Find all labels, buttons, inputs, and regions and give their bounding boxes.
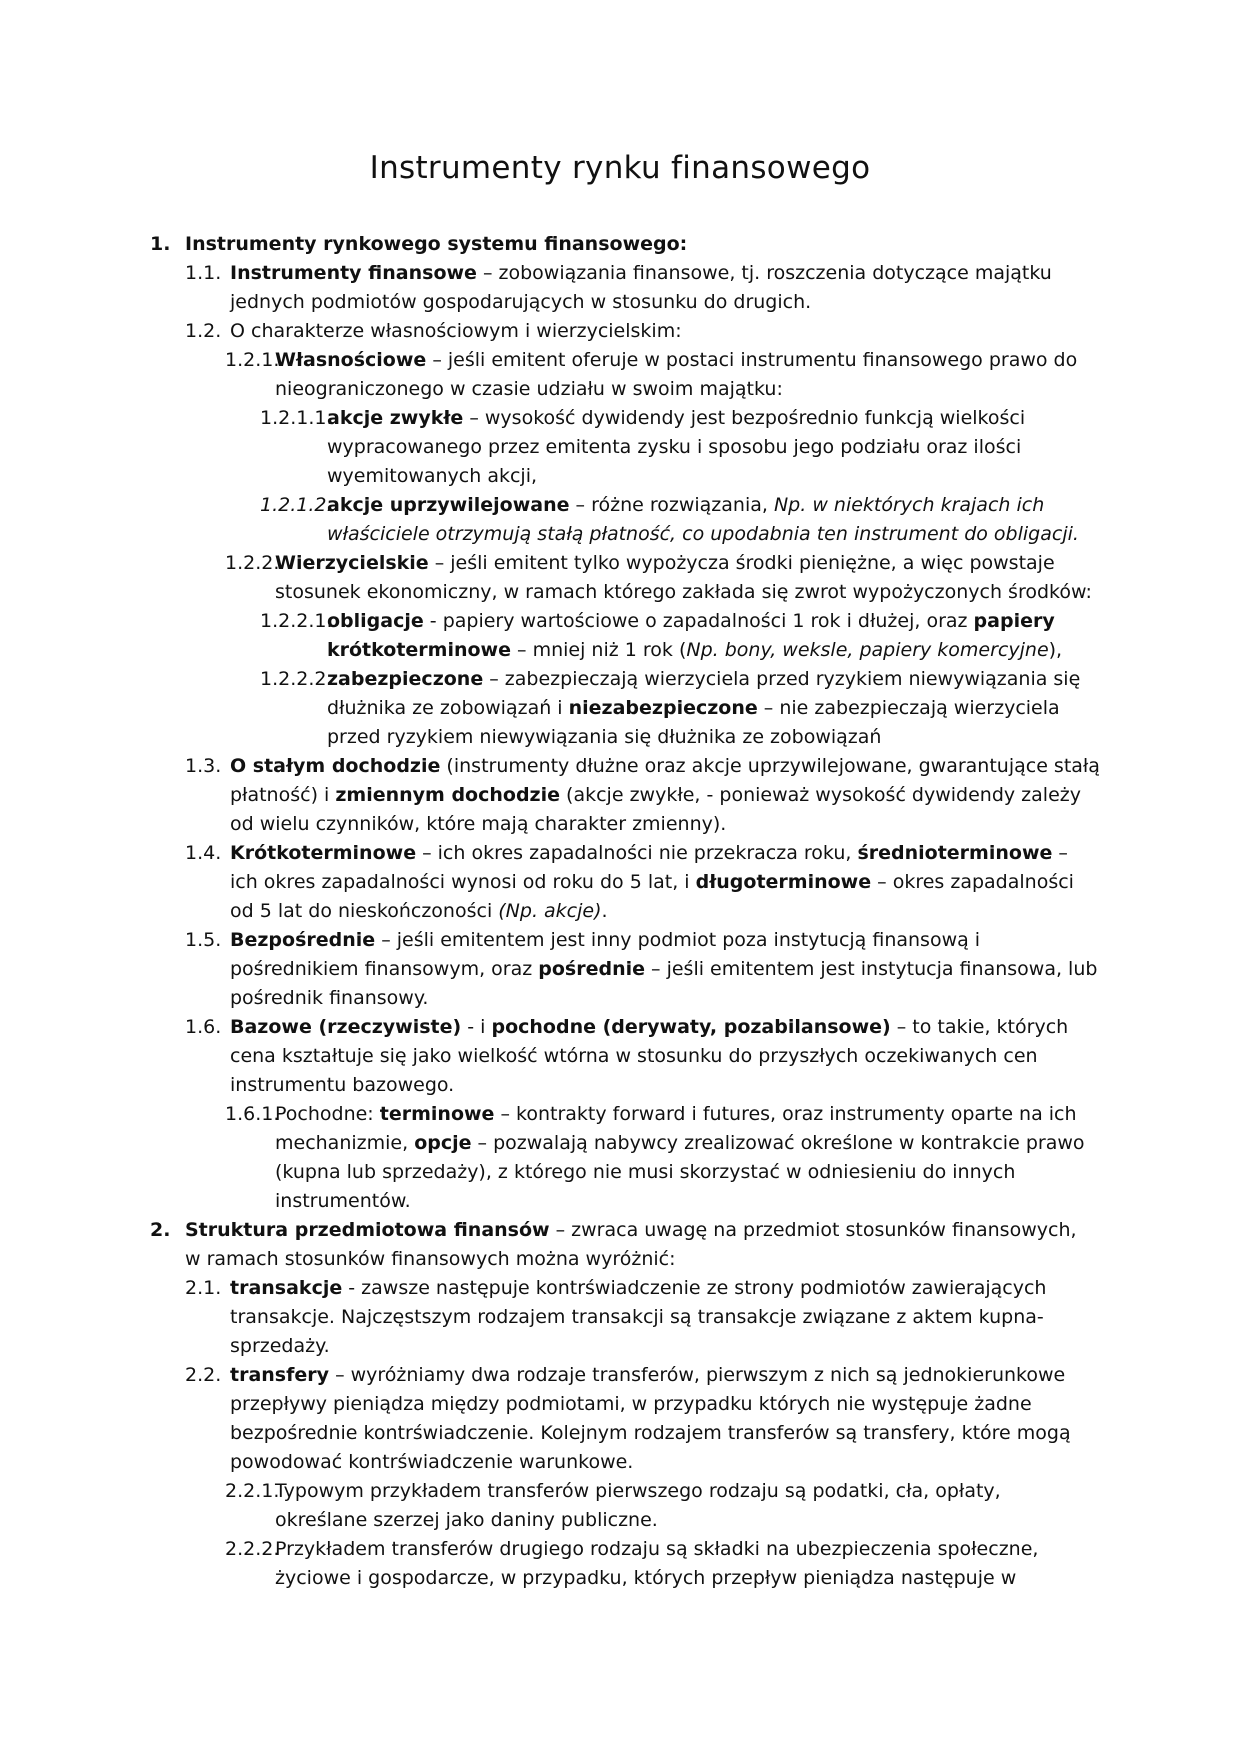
item-text: akcje uprzywilejowane – różne rozwiązania, Np. w niektórych krajach ich właściciele otrzymują stałą płatność, co upodabnia ten instrument do obligacji. [327, 494, 1079, 545]
item-text: zabezpieczone – zabezpieczają wierzyciela przed ryzykiem niewywiązania się dłużnika ze zobowiązań i niezabezpieczone – nie zabezpieczają wierzyciela przed ryzykiem niewywiązania się dłużnika ze zobowiązań [327, 668, 1081, 748]
outline-item-2-2-2 [225, 1535, 1095, 1593]
item-text: Pochodne: terminowe – kontrakty forward i futures, oraz instrumenty oparte na ich mechanizmie, opcje – pozwalają nabywcy zrealizować określone w kontrakcie prawo (kupna lub sprzedaży), z którego nie musi skorzystać w odniesieniu do innych instrumentów. [275, 1103, 1085, 1212]
item-number: 1.6. [185, 1016, 222, 1038]
item-text: Bazowe (rzeczywiste) - i pochodne (derywaty, pozabilansowe) – to takie, których cena kształtuje się jako wielkość wtórna w stosunku do przyszłych oczekiwanych cen instrumentu bazowego. [230, 1016, 1069, 1096]
item-number: 2. [150, 1219, 171, 1241]
item-text: transakcje - zawsze następuje kontrświadczenie ze strony podmiotów zawierających transakcje. Najczęstszym rodzajem transakcji są transakcje związane z aktem kupna-sprzedaży. [230, 1277, 1047, 1357]
outline-item-1-4 [185, 839, 1100, 926]
outline-item-1 [150, 230, 1085, 259]
outline-item-1-1 [185, 259, 1100, 317]
outline-item-1-2-2-1 [260, 607, 1097, 665]
item-text: Przykładem transferów drugiego rodzaju są składki na ubezpieczenia społeczne, życiowe i gospodarcze, w przypadku, których przepływ pieniądza następuje w [275, 1538, 1039, 1589]
item-text: Instrumenty rynkowego systemu finansowego: [185, 233, 688, 255]
item-number: 2.2.2. [225, 1538, 280, 1560]
outline-item-1-2 [185, 317, 1100, 346]
outline-item-1-2-2 [225, 549, 1095, 607]
outline-item-2 [150, 1216, 1085, 1274]
item-text: Bezpośrednie – jeśli emitentem jest inny podmiot poza instytucją finansową i pośrednikiem finansowym, oraz pośrednie – jeśli emitentem jest instytucja finansowa, lub pośrednik finansowy. [230, 929, 1098, 1009]
item-number: 2.2. [185, 1364, 222, 1386]
outline-item-1-6 [185, 1013, 1100, 1100]
item-text: O stałym dochodzie (instrumenty dłużne oraz akcje uprzywilejowane, gwarantujące stałą płatność) i zmiennym dochodzie (akcje zwykłe, - ponieważ wysokość dywidendy zależy od wielu czynników, które mają charakter zmienny). [230, 755, 1100, 835]
outline-item-2-1 [185, 1274, 1100, 1361]
item-text: Własnościowe – jeśli emitent oferuje w postaci instrumentu finansowego prawo do nieograniczonego w czasie udziału w swoim majątku: [275, 349, 1078, 400]
item-number: 1.2. [185, 320, 222, 342]
item-text: Instrumenty finansowe – zobowiązania finansowe, tj. roszczenia dotyczące majątku jednych podmiotów gospodarujących w stosunku do drugich. [230, 262, 1052, 313]
outline-item-1-2-2-2 [260, 665, 1097, 752]
outline-item-1-2-1-1 [260, 404, 1097, 491]
item-number: 1.2.1.1. [260, 407, 333, 429]
item-number: 1.5. [185, 929, 222, 951]
item-text: akcje zwykłe – wysokość dywidendy jest bezpośrednio funkcją wielkości wypracowanego przez emitenta zysku i sposobu jego podziału oraz ilości wyemitowanych akcji, [327, 407, 1026, 487]
item-number: 1.1. [185, 262, 222, 284]
item-number: 1.4. [185, 842, 222, 864]
outline-item-1-6-1 [225, 1100, 1095, 1216]
item-number: 1.2.1.2. [260, 494, 333, 516]
item-text: Struktura przedmiotowa finansów – zwraca uwagę na przedmiot stosunków finansowych, w ramach stosunków finansowych można wyróżnić: [185, 1219, 1077, 1270]
item-text: Krótkoterminowe – ich okres zapadalności nie przekracza roku, średnioterminowe – ich okres zapadalności wynosi od roku do 5 lat, i długoterminowe – okres zapadalności od 5 lat do nieskończoności (Np. akcje). [230, 842, 1074, 922]
item-number: 1.2.2. [225, 552, 280, 574]
outline-item-1-2-1-2 [260, 491, 1097, 549]
item-text: transfery – wyróżniamy dwa rodzaje transferów, pierwszym z nich są jednokierunkowe przepływy pieniądza między podmiotami, w przypadku których nie występuje żadne bezpośrednie kontrświadczenie. Kolejnym rodzajem transferów są transfery, które mogą powodować kontrświadczenie warunkowe. [230, 1364, 1071, 1473]
item-text: O charakterze własnościowym i wierzycielskim: [230, 320, 682, 342]
outline-item-1-2-1 [225, 346, 1095, 404]
outline-item-2-2 [185, 1361, 1100, 1477]
item-number: 1.3. [185, 755, 222, 777]
item-text: obligacje - papiery wartościowe o zapadalności 1 rok i dłużej, oraz papiery krótkoterminowe – mniej niż 1 rok (Np. bony, weksle, papiery komercyjne), [327, 610, 1063, 661]
outline-item-2-2-1 [225, 1477, 1095, 1535]
outline-item-1-5 [185, 926, 1100, 1013]
item-number: 1.2.1. [225, 349, 280, 371]
item-number: 1.2.2.2. [260, 668, 333, 690]
item-number: 1. [150, 233, 171, 255]
page-title: Instrumenty rynku finansowego [369, 150, 871, 186]
item-number: 1.6.1. [225, 1103, 280, 1125]
item-number: 1.2.2.1. [260, 610, 333, 632]
item-text: Wierzycielskie – jeśli emitent tylko wypożycza środki pieniężne, a więc powstaje stosunek ekonomiczny, w ramach którego zakłada się zwrot wypożyczonych środków: [275, 552, 1092, 603]
item-text: Typowym przykładem transferów pierwszego rodzaju są podatki, cła, opłaty, określane szerzej jako daniny publiczne. [275, 1480, 1001, 1531]
item-number: 2.2.1. [225, 1480, 280, 1502]
item-number: 2.1. [185, 1277, 222, 1299]
outline-item-1-3 [185, 752, 1100, 839]
